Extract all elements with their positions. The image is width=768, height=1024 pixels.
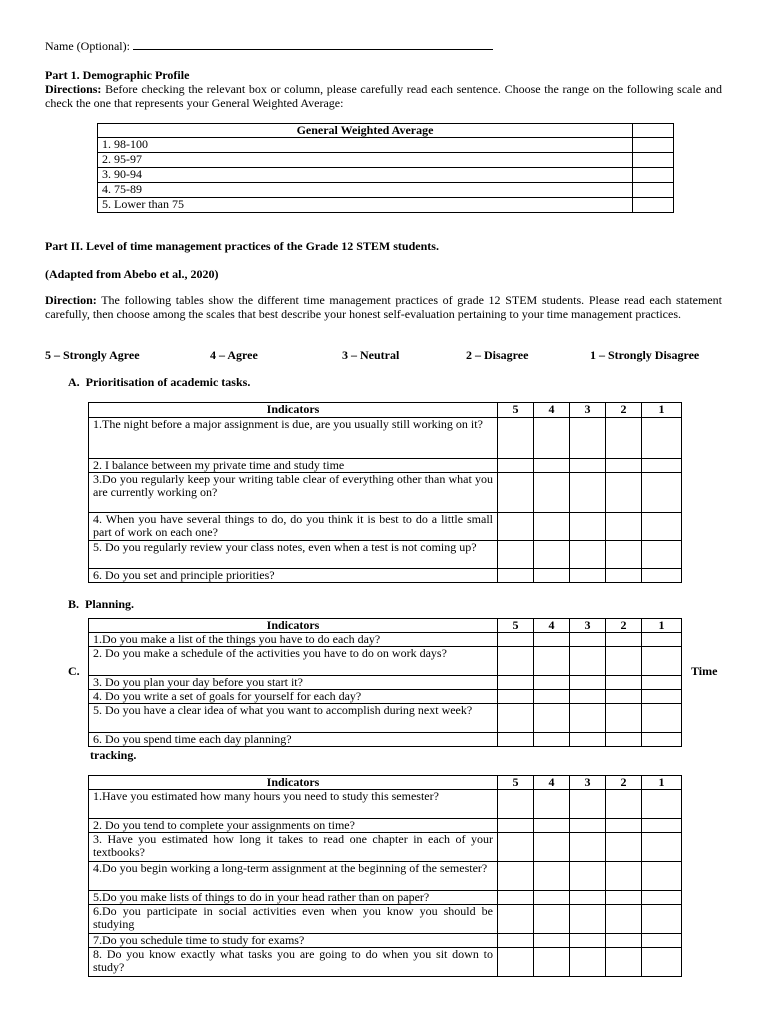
gwa-table <box>97 123 674 213</box>
scale-3: 3 – Neutral <box>342 348 400 362</box>
rating-cell-2[interactable] <box>606 862 642 891</box>
rating-cell-1[interactable] <box>642 569 682 583</box>
col-3-header: 3 <box>570 619 606 633</box>
gwa-option: 4. 75-89 <box>98 183 633 198</box>
rating-cell-1[interactable] <box>642 676 682 690</box>
indicator-row: 3. Have you estimated how long it takes to read one chapter in each of your textbooks? <box>89 833 498 862</box>
indicator-row: 3.Do you regularly keep your writing table clear of everything other than what you are currently working on? <box>89 473 498 513</box>
rating-cell-1[interactable] <box>642 633 682 647</box>
rating-cell-3[interactable] <box>570 676 606 690</box>
gwa-checkbox[interactable] <box>633 183 674 198</box>
name-blank-line[interactable] <box>133 39 493 50</box>
section-a-table <box>88 402 682 583</box>
rating-cell-1[interactable] <box>642 704 682 733</box>
rating-cell-5[interactable] <box>498 862 534 891</box>
rating-cell-5[interactable] <box>498 733 534 747</box>
rating-cell-3[interactable] <box>570 934 606 948</box>
gwa-option: 1. 98-100 <box>98 138 633 153</box>
rating-cell-3[interactable] <box>570 569 606 583</box>
rating-cell-2[interactable] <box>606 541 642 569</box>
rating-cell-4[interactable] <box>534 541 570 569</box>
col-2-header: 2 <box>606 403 642 418</box>
rating-cell-3[interactable] <box>570 633 606 647</box>
rating-cell-3[interactable] <box>570 790 606 819</box>
gwa-checkbox[interactable] <box>633 168 674 183</box>
rating-cell-2[interactable] <box>606 905 642 934</box>
rating-cell-3[interactable] <box>570 647 606 676</box>
rating-cell-1[interactable] <box>642 473 682 513</box>
rating-cell-4[interactable] <box>534 513 570 541</box>
rating-cell-4[interactable] <box>534 633 570 647</box>
gwa-option: 3. 90-94 <box>98 168 633 183</box>
indicator-row: 4. Do you write a set of goals for yourself for each day? <box>89 690 498 704</box>
indicator-row: 1.Have you estimated how many hours you need to study this semester? <box>89 790 498 819</box>
rating-cell-2[interactable] <box>606 833 642 862</box>
scale-1: 1 – Strongly Disagree <box>590 348 700 362</box>
rating-cell-5[interactable] <box>498 905 534 934</box>
rating-cell-2[interactable] <box>606 647 642 676</box>
rating-cell-4[interactable] <box>534 733 570 747</box>
rating-cell-5[interactable] <box>498 934 534 948</box>
rating-cell-4[interactable] <box>534 676 570 690</box>
indicator-row: 5.Do you make lists of things to do in your head rather than on paper? <box>89 891 498 905</box>
col-1-header: 1 <box>642 619 682 633</box>
indicator-row: 3. Do you plan your day before you start it? <box>89 676 498 690</box>
indicators-header: Indicators <box>89 619 498 633</box>
section-c-table <box>88 775 682 977</box>
part1-directions <box>45 82 722 110</box>
rating-cell-3[interactable] <box>570 418 606 459</box>
rating-cell-2[interactable] <box>606 790 642 819</box>
rating-cell-1[interactable] <box>642 819 682 833</box>
section-a-title: Prioritisation of academic tasks. <box>85 375 251 389</box>
rating-cell-2[interactable] <box>606 819 642 833</box>
rating-cell-5[interactable] <box>498 690 534 704</box>
col-4-header: 4 <box>534 403 570 418</box>
section-c-letter: C. <box>68 664 80 678</box>
indicator-row: 4.Do you begin working a long-term assignment at the beginning of the semester? <box>89 862 498 891</box>
rating-cell-5[interactable] <box>498 569 534 583</box>
rating-cell-3[interactable] <box>570 459 606 473</box>
indicator-row: 5. Do you have a clear idea of what you want to accomplish during next week? <box>89 704 498 733</box>
rating-cell-3[interactable] <box>570 891 606 905</box>
rating-cell-4[interactable] <box>534 704 570 733</box>
rating-cell-2[interactable] <box>606 459 642 473</box>
indicator-row: 1.The night before a major assignment is due, are you usually still working on it? <box>89 418 498 459</box>
rating-cell-3[interactable] <box>570 473 606 513</box>
rating-cell-3[interactable] <box>570 833 606 862</box>
rating-cell-5[interactable] <box>498 541 534 569</box>
rating-cell-3[interactable] <box>570 513 606 541</box>
rating-cell-1[interactable] <box>642 541 682 569</box>
section-c-title-end: tracking. <box>90 748 137 762</box>
indicator-row: 8. Do you know exactly what tasks you are going to do when you sit down to study? <box>89 948 498 977</box>
rating-cell-2[interactable] <box>606 948 642 977</box>
scale-5: 5 – Strongly Agree <box>45 348 140 362</box>
gwa-checkbox[interactable] <box>633 153 674 168</box>
rating-cell-5[interactable] <box>498 833 534 862</box>
rating-cell-2[interactable] <box>606 473 642 513</box>
col-3-header: 3 <box>570 776 606 790</box>
col-2-header: 2 <box>606 619 642 633</box>
rating-cell-2[interactable] <box>606 733 642 747</box>
rating-cell-4[interactable] <box>534 833 570 862</box>
rating-cell-1[interactable] <box>642 418 682 459</box>
rating-cell-4[interactable] <box>534 418 570 459</box>
section-a-heading <box>68 375 250 390</box>
rating-cell-2[interactable] <box>606 513 642 541</box>
rating-cell-5[interactable] <box>498 676 534 690</box>
col-3-header: 3 <box>570 403 606 418</box>
rating-cell-3[interactable] <box>570 733 606 747</box>
rating-cell-4[interactable] <box>534 862 570 891</box>
col-1-header: 1 <box>642 776 682 790</box>
rating-cell-2[interactable] <box>606 891 642 905</box>
rating-cell-4[interactable] <box>534 459 570 473</box>
directions-text: Before checking the relevant box or column, please carefully read each sentence. Choose the range on the following scale and check the one that represents your General Weighted Average: <box>45 82 722 110</box>
section-c-title-start: Time <box>691 664 718 678</box>
rating-cell-1[interactable] <box>642 948 682 977</box>
name-field-row[interactable] <box>45 39 493 54</box>
part2-direction <box>45 293 722 321</box>
rating-cell-1[interactable] <box>642 790 682 819</box>
rating-cell-3[interactable] <box>570 948 606 977</box>
rating-cell-2[interactable] <box>606 704 642 733</box>
rating-cell-2[interactable] <box>606 676 642 690</box>
rating-cell-5[interactable] <box>498 948 534 977</box>
col-1-header: 1 <box>642 403 682 418</box>
indicator-row: 5. Do you regularly review your class notes, even when a test is not coming up? <box>89 541 498 569</box>
rating-cell-3[interactable] <box>570 690 606 704</box>
indicator-row: 6. Do you spend time each day planning? <box>89 733 498 747</box>
part1-title: Part 1. Demographic Profile <box>45 68 190 82</box>
rating-cell-3[interactable] <box>570 862 606 891</box>
rating-cell-4[interactable] <box>534 905 570 934</box>
rating-cell-4[interactable] <box>534 569 570 583</box>
gwa-checkbox[interactable] <box>633 138 674 153</box>
section-a-letter: A. <box>68 375 80 389</box>
indicators-header: Indicators <box>89 403 498 418</box>
col-4-header: 4 <box>534 619 570 633</box>
rating-cell-4[interactable] <box>534 891 570 905</box>
rating-cell-1[interactable] <box>642 934 682 948</box>
col-5-header: 5 <box>498 403 534 418</box>
rating-cell-1[interactable] <box>642 513 682 541</box>
rating-cell-5[interactable] <box>498 819 534 833</box>
rating-cell-4[interactable] <box>534 790 570 819</box>
rating-cell-1[interactable] <box>642 690 682 704</box>
col-2-header: 2 <box>606 776 642 790</box>
rating-cell-2[interactable] <box>606 418 642 459</box>
col-4-header: 4 <box>534 776 570 790</box>
indicator-row: 7.Do you schedule time to study for exams? <box>89 934 498 948</box>
rating-cell-4[interactable] <box>534 473 570 513</box>
rating-cell-4[interactable] <box>534 948 570 977</box>
indicator-row: 2. Do you tend to complete your assignments on time? <box>89 819 498 833</box>
rating-cell-5[interactable] <box>498 891 534 905</box>
indicator-row: 6.Do you participate in social activities even when you know you should be studying <box>89 905 498 934</box>
section-b-title: Planning. <box>85 597 135 611</box>
rating-cell-3[interactable] <box>570 704 606 733</box>
rating-cell-5[interactable] <box>498 647 534 676</box>
gwa-option: 5. Lower than 75 <box>98 198 633 213</box>
rating-cell-5[interactable] <box>498 513 534 541</box>
rating-cell-5[interactable] <box>498 704 534 733</box>
rating-cell-1[interactable] <box>642 891 682 905</box>
indicator-row: 2. I balance between my private time and study time <box>89 459 498 473</box>
rating-cell-4[interactable] <box>534 934 570 948</box>
section-b-heading <box>68 597 134 612</box>
rating-cell-1[interactable] <box>642 647 682 676</box>
indicator-row: 6. Do you set and principle priorities? <box>89 569 498 583</box>
rating-cell-1[interactable] <box>642 862 682 891</box>
gwa-option: 2. 95-97 <box>98 153 633 168</box>
rating-cell-4[interactable] <box>534 690 570 704</box>
name-label: Name (Optional): <box>45 39 130 53</box>
directions-label: Directions: <box>45 82 102 96</box>
indicators-header: Indicators <box>89 776 498 790</box>
rating-cell-1[interactable] <box>642 733 682 747</box>
gwa-checkbox[interactable] <box>633 198 674 213</box>
col-5-header: 5 <box>498 776 534 790</box>
rating-cell-5[interactable] <box>498 790 534 819</box>
rating-cell-3[interactable] <box>570 541 606 569</box>
rating-cell-2[interactable] <box>606 934 642 948</box>
indicator-row: 2. Do you make a schedule of the activities you have to do on work days? <box>89 647 498 676</box>
rating-cell-4[interactable] <box>534 819 570 833</box>
direction-text: The following tables show the different time management practices of grade 12 STEM students. Please read each statement carefully, then choose among the scales that best describe your honest self-evaluation pertaining to your time management practices. <box>45 293 723 321</box>
rating-cell-1[interactable] <box>642 905 682 934</box>
rating-cell-2[interactable] <box>606 569 642 583</box>
indicator-row: 4. When you have several things to do, do you think it is best to do a little small part of work on each one? <box>89 513 498 541</box>
gwa-check-header <box>633 124 674 138</box>
indicator-row: 1.Do you make a list of the things you have to do each day? <box>89 633 498 647</box>
rating-cell-5[interactable] <box>498 459 534 473</box>
section-b-letter: B. <box>68 597 80 611</box>
rating-cell-5[interactable] <box>498 473 534 513</box>
part2-title: Part II. Level of time management practices of the Grade 12 STEM students. <box>45 239 439 253</box>
scale-4: 4 – Agree <box>210 348 258 362</box>
rating-cell-5[interactable] <box>498 633 534 647</box>
rating-cell-3[interactable] <box>570 905 606 934</box>
rating-cell-4[interactable] <box>534 647 570 676</box>
rating-cell-3[interactable] <box>570 819 606 833</box>
gwa-header: General Weighted Average <box>98 124 633 138</box>
direction-label: Direction: <box>45 293 97 307</box>
rating-cell-2[interactable] <box>606 690 642 704</box>
scale-2: 2 – Disagree <box>466 348 529 362</box>
col-5-header: 5 <box>498 619 534 633</box>
rating-cell-1[interactable] <box>642 459 682 473</box>
rating-cell-5[interactable] <box>498 418 534 459</box>
rating-cell-1[interactable] <box>642 833 682 862</box>
section-b-table <box>88 618 682 747</box>
rating-cell-2[interactable] <box>606 633 642 647</box>
part2-source: (Adapted from Abebo et al., 2020) <box>45 267 219 281</box>
